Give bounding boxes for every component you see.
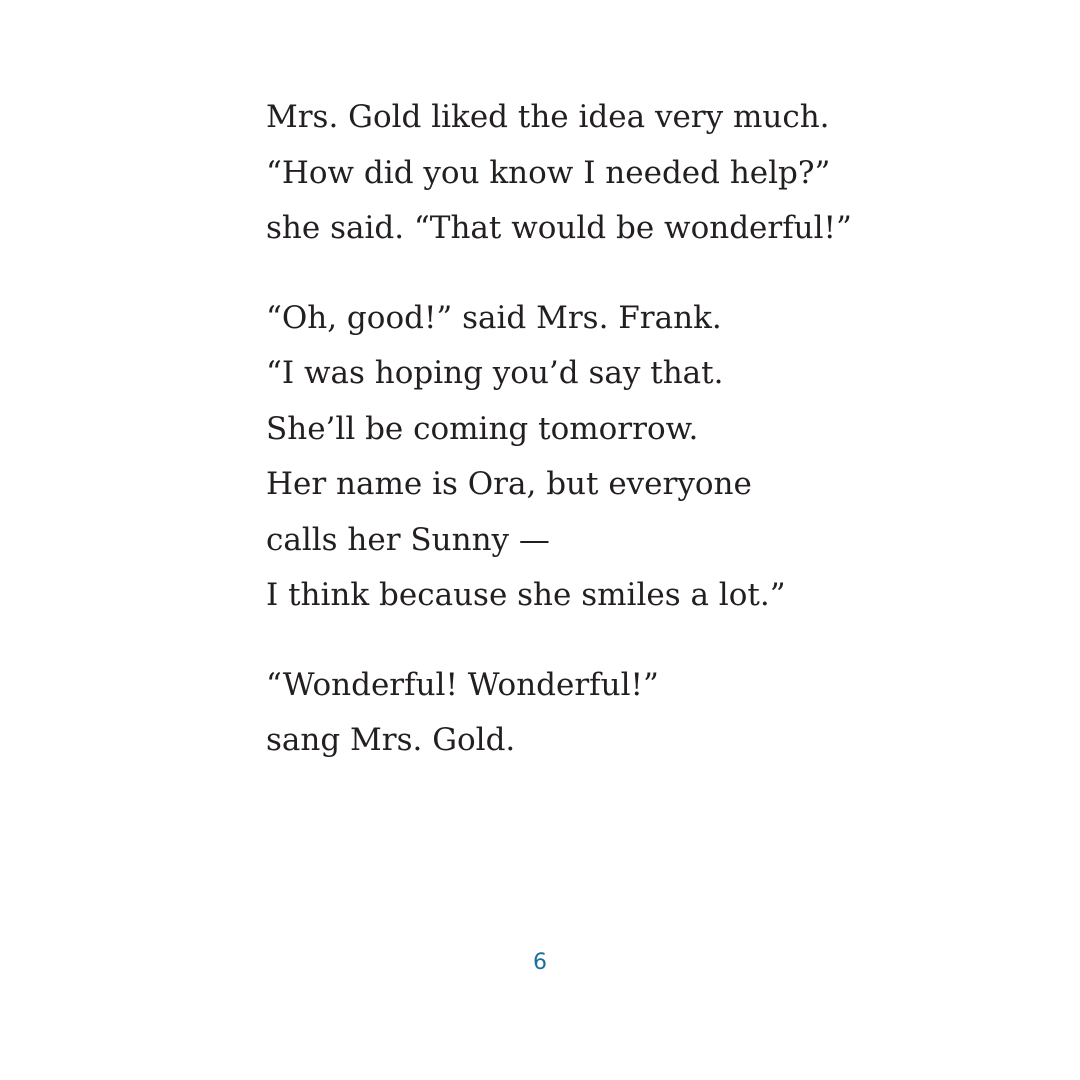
text-line: sang Mrs. Gold. [266, 722, 516, 758]
text-line: Mrs. Gold liked the idea very much. [266, 99, 830, 135]
paragraph-1 [266, 90, 966, 257]
text-line: “I was hoping you’d say that. [266, 355, 724, 391]
text-line: “Oh, good!” said Mrs. Frank. [266, 299, 722, 336]
text-line: Her name is Ora, but everyone [266, 466, 752, 502]
page-number: 6 [533, 950, 547, 975]
text-line: “Wonderful! Wonderful!” [266, 666, 659, 703]
text-line: “How did you know I needed help?” [266, 154, 831, 191]
paragraph-2 [266, 291, 966, 624]
text-line: I think because she smiles a lot.” [266, 577, 786, 613]
paragraph-3 [266, 658, 966, 769]
text-line: she said. “That would be wonderful!” [266, 210, 852, 246]
text-line: She’ll be coming tomorrow. [266, 410, 699, 447]
story-text [266, 90, 966, 769]
text-line: calls her Sunny — [266, 521, 550, 558]
